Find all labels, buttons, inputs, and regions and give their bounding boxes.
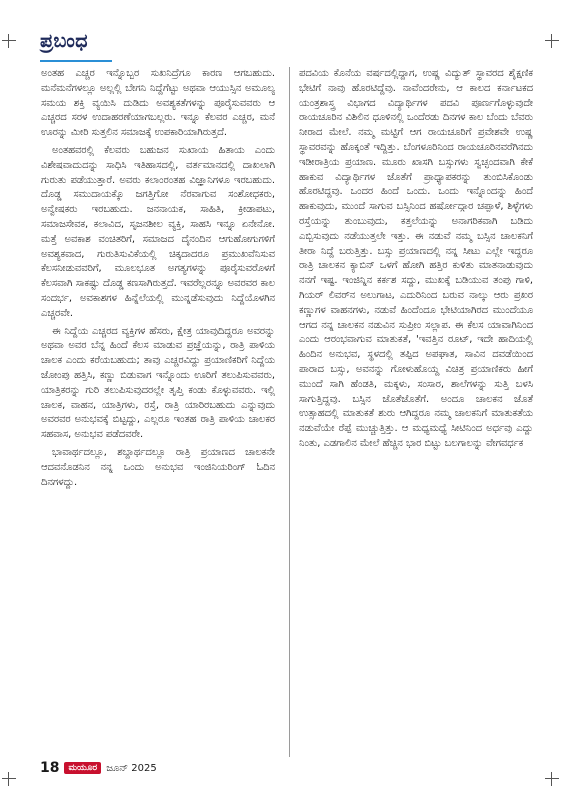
crop-mark: [551, 772, 552, 786]
crop-mark: [2, 40, 16, 41]
paragraph: ಈ ನಿದ್ದೆಯ ಎಚ್ಚರದ ವ್ಯಕ್ತಿಗಳ ಹೆಸರು, ಕ್ಷೇತ್ರ ಯಾವುದಿದ್ದರೂ ಅವರನ್ನು ಅಥವಾ ಅವರ ಬೆನ್ನ ಹಿಂದೆ ಕೆಲಸ ಮಾಡುವ ಪ್ರಜ್ಞೆಯನ್ನು, ರಾತ್ರಿ ಪಾಳಿಯ ಚಾಲಕ ಎಂದು ಕರೆಯಬಹುದು; ತಾವು ಎಚ್ಚರವಿದ್ದು ಪ್ರಯಾಣಿಕರಿಗೆ ನಿದ್ದೆಯ ಜೋಂಪು ಹತ್ತಿಸಿ, ಕಣ್ಣು ಬಿಡುವಾಗ ಇನ್ನೊಂದು ಊರಿಗೆ ತಲುಪಿಸುವವರು, ಯಾತ್ರಿಕರನ್ನು ಗುರಿ ತಲುಪಿಸುವುದರಲ್ಲೇ ತೃಪ್ತಿ ಕಂಡು ಕೊಳ್ಳುವವರು. ಇಲ್ಲಿ ಚಾಲಕ, ವಾಹನ, ಯಾತ್ರಿಗಳು, ರಸ್ತೆ, ರಾತ್ರಿ ಯಾರಿರಬಹುದು ಎನ್ನುವುದು ಅವರವರ ಅನುಭವಕ್ಕೆ ಬಿಟ್ಟದ್ದು, ಎಲ್ಲರೂ ಇಂತಹ ರಾತ್ರಿ ಪಾಳಿಯ ಚಾಲಕರ ಸಹವಾಸ, ಅನುಭವ ಪಡೆದವರೇ.: [41, 325, 275, 441]
paragraph: ಭಾವಾರ್ಥದಲ್ಲೂ, ಶಬ್ದಾರ್ಥದಲ್ಲೂ ರಾತ್ರಿ ಪ್ರಯಾಣದ ಚಾಲಕನೇ ಆದವನೊಡನಿನ ನನ್ನ ಒಂದು ಅನುಭವ ಇಂಜಿನಿಯರಿಂಗ್ ಓದಿನ ದಿನಗಳದ್ದು.: [41, 446, 275, 488]
page-footer: [40, 760, 157, 776]
crop-mark: [2, 778, 16, 779]
issue-date: ಜೂನ್ 2025: [106, 762, 157, 774]
page-number: 18: [40, 760, 60, 776]
column-divider: [289, 67, 290, 757]
crop-mark: [8, 34, 9, 48]
article-column-right: [299, 67, 533, 757]
crop-mark: [545, 40, 559, 41]
section-title: ಪ್ರಬಂಧ: [40, 30, 89, 52]
crop-mark: [8, 772, 9, 786]
section-header: [40, 30, 88, 52]
paragraph: ಅಂತಹವರಲ್ಲಿ ಕೆಲವರು ಬಹುಜನ ಸುಖಾಯ ಹಿತಾಯ ಎಂದು ವಿಶೇಷವಾದುದನ್ನು ಸಾಧಿಸಿ ಇತಿಹಾಸದಲ್ಲಿ, ವರ್ತಮಾನದಲ್ಲಿ ದಾಖಲಾಗಿ ಗುರುತು ಪಡೆಯುತ್ತಾರೆ. ಅವರು ಕಲಾಂರಂತಹ ವಿಜ್ಞಾನಿಗಳೂ ಇರಬಹುದು. ದೊಡ್ಡ ಸಮುದಾಯಕ್ಕೊ ಜಗತ್ತಿಗೋ ನೆರವಾಗುವ ಸಂಶೋಧಕರು, ಅನ್ವೇಷಕರು ಇರಬಹುದು. ಜನನಾಯಕ, ಸಾಹಿತಿ, ಕ್ರೀಡಾಪಟು, ಸಮಾಜಸೇವಕ, ಕಲಾವಿದ, ಸೃಜನಶೀಲ ವ್ಯಕ್ತಿ, ಸಾಹಸಿ ಇನ್ನೂ ಏನೇನೋ. ಮತ್ತೆ ಅವಕಾಶ ವಂಚಿತರಿಗೆ, ಸಮಾಜದ ದೈನಂದಿನ ಆಗುಹೋಗುಗಳಿಗೆ ಅವಶ್ಯಕವಾದ, ಗುರುತಿಸುವಿಕೆಯಲ್ಲಿ ಚಿಕ್ಕದಾದರೂ ಪ್ರಮುಖವೆನಿಸುವ ಕೆಲಸನೀಡುವವರಿಗೆ, ಮೂಲಭೂತ ಅಗತ್ಯಗಳನ್ನು ಪೂರೈಸುವರೊಳಗೆ ಕೆಲಸವಾಗಿ ಸಾಕಷ್ಟು ದೊಡ್ಡ ಕಣಸಾಗಿರುತ್ತದೆ. ಇವರೆಲ್ಲರನ್ನೂ ಅವರವರ ಕಾಲ ಸಂದರ್ಭ, ಅವಕಾಶಗಳ ಹಿನ್ನೆಲೆಯಲ್ಲಿ ಮುನ್ನಡೆಸುವುದು ನಿದ್ದೆಯೊಳಗಿನ ಎಚ್ಚರವೇ.: [41, 144, 275, 319]
paragraph: ಪದವಿಯ ಕೊನೆಯ ವರ್ಷದಲ್ಲಿದ್ದಾಗ, ಉಷ್ಣ ವಿದ್ಯುತ್ ಸ್ಥಾವರದ ಶೈಕ್ಷಣಿಕ ಭೇಟಿಗೆ ನಾವು ಹೊರಟಿದ್ದೆವು. ನಾವೆಂದರೇನು, ಆ ಕಾಲದ ಕರ್ನಾಟಕದ ಯಂತ್ರಶಾಸ್ತ್ರ ವಿಭಾಗದ ವಿದ್ಯಾರ್ಥಿಗಳ ಪದವಿ ಪೂರ್ಣಗೊಳ್ಳುವುದೇ ರಾಯಚೂರಿನ ವಿಶಿಲಿನ ಧೂಳಿನಲ್ಲಿ ಒಂದೆರಡು ದಿನಗಳ ಕಾಲ ಬೆಂದು ಬೆವರು ನೀರಾದ ಮೇಲೆ. ನಮ್ಮ ಮಟ್ಟಿಗೆ ಆಗ ರಾಯಚೂರಿಗೆ ಪ್ರವೇಶವೇ ಉಷ್ಣ ಸ್ಥಾವರವನ್ನು ಹೊಕ್ಕಂತೆ ಇದ್ದಿತ್ತು. ಬೆಂಗಳೂರಿನಿಂದ ರಾಯಚೂರಿನವರೆಗಿನದು ಇಡೀರಾತ್ರಿಯ ಪ್ರಯಾಣ. ಮೂರು ಖಾಸಗಿ ಬಸ್ಸುಗಳು ಸ್ವಚ್ಛಂದವಾಗಿ ಕೇಕೆ ಹಾಕುವ ವಿದ್ಯಾರ್ಥಿಗಳ ಜೊತೆಗೆ ಪ್ರಾಧ್ಯಾಪಕರನ್ನು ತುಂಬಿಸಿಕೊಂಡು ಹೊರಟಿದ್ದವು. ಒಂದರ ಹಿಂದೆ ಒಂದು. ಒಂದು ಇನ್ನೊಂದನ್ನು ಹಿಂದೆ ಹಾಕುವುದು, ಮುಂದೆ ಸಾಗುವ ಬಸ್ಸಿನಿಂದ ಹರ್ಷೋದ್ಗಾರ ಚಪ್ಪಾಳೆ, ಶಿಳ್ಳೆಗಳು ರಸ್ತೆಯನ್ನು ತುಂಬುವುದು, ಕತ್ತಲೆಯನ್ನು ಅನಾಗರಿಕವಾಗಿ ಬಡಿದು ಎಬ್ಬಿಸುವುದು ನಡೆಯುತ್ತಲೇ ಇತ್ತು. ಈ ನಡುವೆ ನಮ್ಮ ಬಸ್ಸಿನ ಚಾಲಕನಿಗೆ ತೀರಾ ನಿದ್ದೆ ಬರುತ್ತಿತ್ತು. ಬಸ್ಸು ಪ್ರಯಾಣದಲ್ಲಿ ನನ್ನ ಸೀಟು ಎಲ್ಲೇ ಇದ್ದರೂ ರಾತ್ರಿ ಚಾಲಕನ ಕ್ಯಾಬಿನ್ ಒಳಗೆ ಹೋಗಿ ಹತ್ತಿರ ಕುಳಿತು ಮಾತನಾಡುವುದು ನನಗೆ ಇಷ್ಟ. ಇಂಜಿನ್ನಿನ ಕರ್ಕಶ ಸದ್ದು, ಮುಖಕ್ಕೆ ಬಡಿಯುವ ತಂಪು ಗಾಳಿ, ಗಿಯರ್ ಲಿವರ್‌ನ ಅಲುಗಾಟ, ಎದುರಿನಿಂದ ಬರುವ ನಾಲ್ಕು ಆರು ಪ್ರಖರ ಕಣ್ಣುಗಳ ವಾಹನಗಳು, ನಡುವೆ ಹಿಂದೆಂದೂ ಭೇಟಿಯಾಗಿರದ ಮುಂದೆಯೂ ಆಗದ ನನ್ನ ಚಾಲಕನ ನಡುವಿನ ಸುಪ್ರೀಂ ಸಲ್ಲಾಪ. ಈ ಕೆಲಸ ಯಾವಾಗಿನಿಂದ ಎಂದು ಆರಂಭವಾಗುವ ಮಾತುಕತೆ, 'ಇವತ್ತಿನ ರೂಟ್, ಇದೇ ಹಾದಿಯಲ್ಲಿ ಹಿಂದಿನ ಅನುಭವ, ಸ್ಥಳದಲ್ಲಿ ತಪ್ಪಿದ ಅಪಘಾತ, ಸಾವಿನ ದವಡೆಯಿಂದ ಪಾರಾದ ಬಸ್ಸು, ಅವನನ್ನು ಗೋಳುಹೊಯ್ದ ವಿಚಿತ್ರ ಪ್ರಯಾಣಿಕರು ಹೀಗೆ ಮುಂದೆ ಸಾಗಿ ಹೆಂಡತಿ, ಮಕ್ಕಳು, ಸಂಸಾರ, ಶಾಲೆಗಳನ್ನು ಸುತ್ತಿ ಬಳಸಿ ಸಾಗುತ್ತಿದ್ದವು. ಬಸ್ಸಿನ ಜೊತೆಜೊತೆಗೆ. ಅಂದೂ ಚಾಲಕನ ಜೊತೆ ಉತ್ಸಾಹದಲ್ಲಿ ಮಾತುಕತೆ ಶುರು ಆಗಿದ್ದರೂ ನಮ್ಮ ಚಾಲಕನಿಗೆ ಮಾತುಕತೆಯ ನಡುವೆಯೇ ರೆಪ್ಪೆ ಮುಚ್ಚುತ್ತಿತ್ತು. ಆ ಮಧ್ಯಮಧ್ಯೆ ಸೀಟಿನಿಂದ ಅರ್ಧವು ಎದ್ದು ನಿಂತು, ಎಡಗಾಲಿನ ಮೇಲೆ ಹೆಚ್ಚಿನ ಭಾರ ಬಿಟ್ಟು ಬಲಗಾಲನ್ನು ವೇಗವರ್ಧಕ: [299, 68, 533, 449]
section-title-rule: [40, 60, 112, 62]
magazine-logo: ಮಯೂರ: [64, 762, 101, 774]
crop-mark: [551, 34, 552, 48]
crop-mark: [545, 778, 559, 779]
paragraph: ಅಂತಹ ಎಚ್ಚರ ಇನ್ನೊಬ್ಬರ ಸುಖನಿದ್ರೆಗೂ ಕಾರಣ ಆಗಬಹುದು. ಮನೆಮನೆಗಳಲ್ಲೂ ಅಲ್ಲಲ್ಲಿ ಬೇಗನಿ ನಿದ್ದೆಗೆಟ್ಟು ಅಥವಾ ಆಯುಸ್ಸಿನ ಅಮೂಲ್ಯ ಸಮಯ ಶಕ್ತಿ ವ್ಯಯಿಸಿ ದುಡಿದು ಅವಶ್ಯಕತೆಗಳನ್ನು ಪೂರೈಸುವವರು ಆ ಎಚ್ಚರದ ಸರಳ ಉದಾಹರಣೆಯಾಗಬಲ್ಲರು. ಇನ್ನೂ ಕೆಲವರ ಎಚ್ಚರ, ಮನೆ ಊರನ್ನು ಮೀರಿ ಸುತ್ತಲಿನ ಸಮಾಜಕ್ಕೆ ಉಪಕಾರಿಯಾಗಿರುತ್ತದೆ.: [41, 68, 275, 139]
article-column-left: [41, 67, 275, 757]
